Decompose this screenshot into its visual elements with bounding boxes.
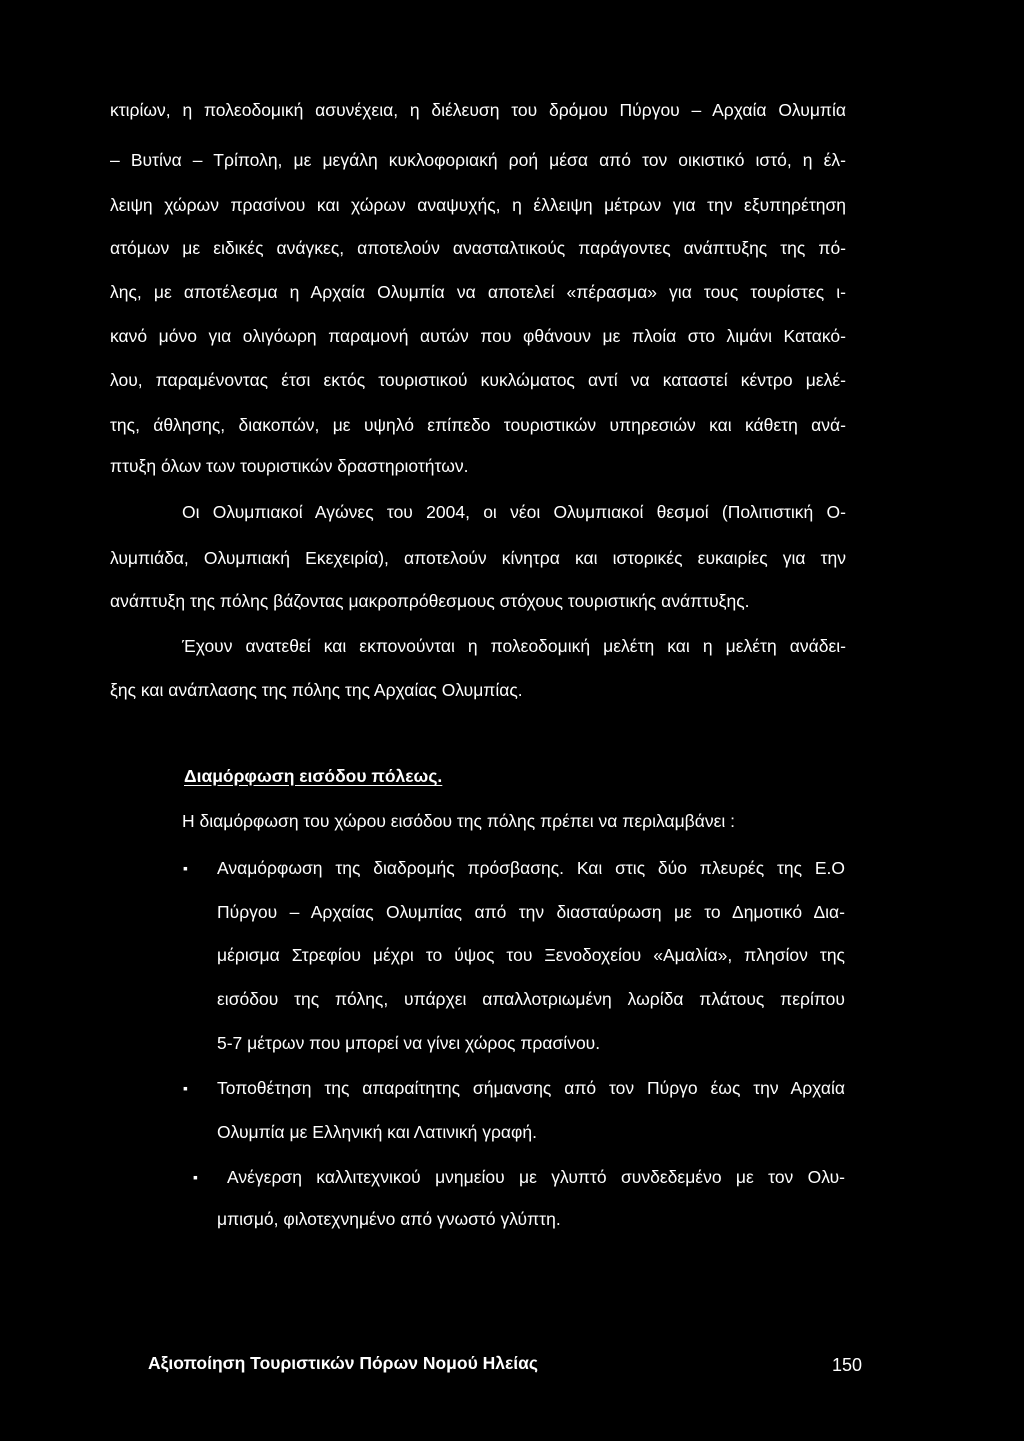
section-heading: Διαμόρφωση εισόδου πόλεως. xyxy=(184,766,443,786)
text-line: λου, παραμένοντας έτσι εκτός τουριστικού κυκλώματος αντί να καταστεί κέντρο μελέ- xyxy=(110,370,846,390)
text-line: – Βυτίνα – Τρίπολη, με μεγάλη κυκλοφοριακή ροή μέσα από τον οικιστικό ιστό, η έλ- xyxy=(110,150,846,170)
text-line: μέρισμα Στρεφίου μέχρι το ύψος του Ξενοδοχείου «Αμαλία», πλησίον της xyxy=(217,945,845,965)
text-line: Πύργου – Αρχαίας Ολυμπίας από την διασταύρωση με το Δημοτικό Δια- xyxy=(217,902,845,922)
text-line: ανάπτυξη της πόλης βάζοντας μακροπρόθεσμους στόχους τουριστικής ανάπτυξης. xyxy=(110,591,750,611)
bullet-icon: ▪ xyxy=(183,860,188,876)
text-line: 5-7 μέτρων που μπορεί να γίνει χώρος πρασίνου. xyxy=(217,1033,601,1053)
page-number: 150 xyxy=(832,1355,863,1375)
text-line: Ανέγερση καλλιτεχνικού μνημείου με γλυπτό συνδεδεμένο με τον Ολυ- xyxy=(227,1167,845,1187)
text-line: λης, με αποτέλεσμα η Αρχαία Ολυμπία να αποτελεί «πέρασμα» για τους τουρίστες ι- xyxy=(110,282,846,302)
text-line: Ολυμπία με Ελληνική και Λατινική γραφή. xyxy=(217,1122,537,1142)
text-line: ξης και ανάπλασης της πόλης της Αρχαίας Ολυμπίας. xyxy=(110,680,523,700)
text-line: κτιρίων, η πολεοδομική ασυνέχεια, η διέλευση του δρόμου Πύργου – Αρχαία Ολυμπία xyxy=(110,100,846,120)
text-line: μπισμό, φιλοτεχνημένο από γνωστό γλύπτη. xyxy=(217,1209,561,1229)
text-line: Αναμόρφωση της διαδρομής πρόσβασης. Και στις δύο πλευρές της Ε.Ο xyxy=(217,858,845,878)
bullet-icon: ▪ xyxy=(193,1169,198,1185)
text-line: ατόμων με ειδικές ανάγκες, αποτελούν ανασταλτικούς παράγοντες ανάπτυξης της πό- xyxy=(110,238,846,258)
text-line: της, άθλησης, διακοπών, με υψηλό επίπεδο τουριστικών υπηρεσιών και κάθετη ανά- xyxy=(110,415,846,435)
bullet-icon: ▪ xyxy=(183,1080,188,1096)
text-line: εισόδου της πόλης, υπάρχει απαλλοτριωμένη λωρίδα πλάτους περίπου xyxy=(217,989,845,1009)
text-line: Τοποθέτηση της απαραίτητης σήμανσης από τον Πύργο έως την Αρχαία xyxy=(217,1078,845,1098)
text-line: κανό μόνο για ολιγόωρη παραμονή αυτών που φθάνουν με πλοία στο λιμάνι Κατακό- xyxy=(110,326,846,346)
text-line: λειψη χώρων πρασίνου και χώρων αναψυχής, η έλλειψη μέτρων για την εξυπηρέτηση xyxy=(110,195,846,215)
section-intro: Η διαμόρφωση του χώρου εισόδου της πόλης πρέπει να περιλαμβάνει : xyxy=(182,811,736,831)
text-line: Έχουν ανατεθεί και εκπονούνται η πολεοδομική μελέτη και η μελέτη ανάδει- xyxy=(182,636,846,656)
footer-title: Αξιοποίηση Τουριστικών Πόρων Νομού Ηλείας xyxy=(148,1353,539,1373)
text-line: λυμπιάδα, Ολυμπιακή Εκεχειρία), αποτελούν κίνητρα και ιστορικές ευκαιρίες για την xyxy=(110,548,846,568)
text-line: Οι Ολυμπιακοί Αγώνες του 2004, οι νέοι Ολυμπιακοί θεσμοί (Πολιτιστική Ο- xyxy=(182,502,846,522)
text-line: πτυξη όλων των τουριστικών δραστηριοτήτων. xyxy=(110,456,469,476)
